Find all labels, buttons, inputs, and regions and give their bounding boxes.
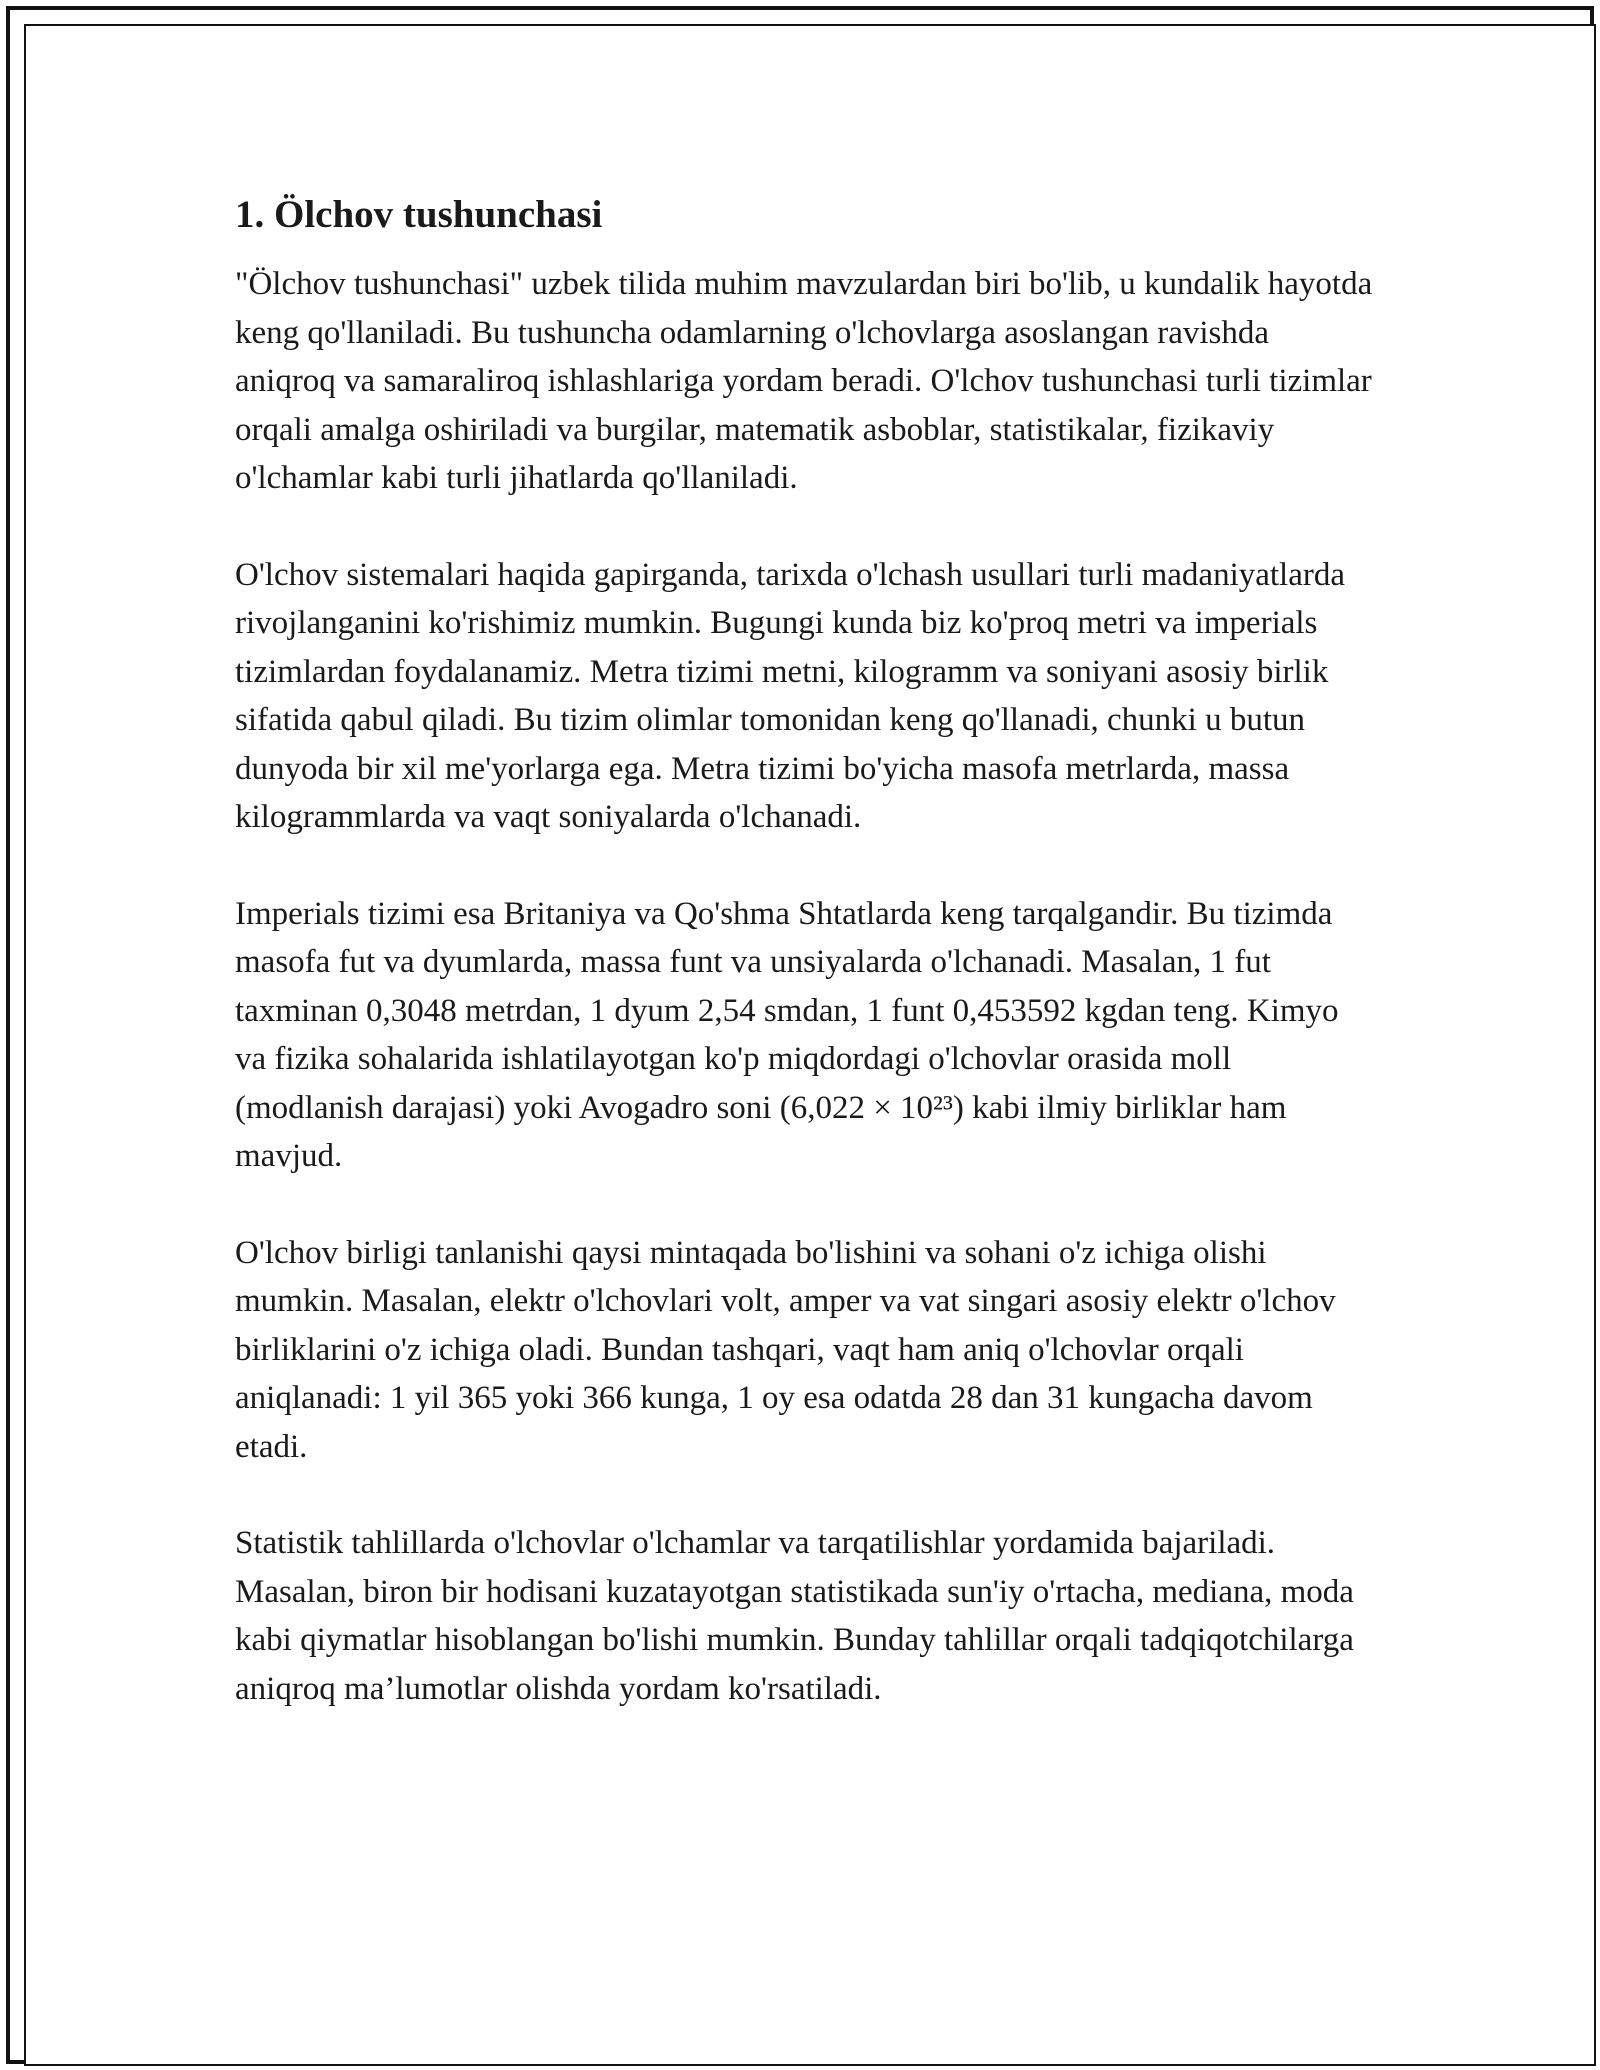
paragraph-statistics: Statistik tahlillarda o'lchovlar o'lchamlar va tarqatilishlar yordamida bajariladi. Masalan, biron bir hodisani kuzatayotgan statistikada sun'iy o'rtacha, mediana, moda kabi qiymatlar hisoblangan bo'lishi mumkin. Bunday tahlillar orqali tadqiqotchilarga aniqroq ma’lumotlar olishda yordam ko'rsatiladi. (235, 1525, 1354, 1707)
paragraph-measurement-systems: O'lchov sistemalari haqida gapirganda, tarixda o'lchash usullari turli madaniyatlarda rivojlanganini ko'rishimiz mumkin. Bugungi kunda biz ko'proq metri va imperials tizimlardan foydalanamiz. Metra tizimi metni, kilogramm va soniyani asosiy birlik sifatida qabul qiladi. Bu tizim olimlar tomonidan keng qo'llanadi, chunki u butun dunyoda bir xil me'yorlarga ega. Metra tizimi bo'yicha masofa metrlarda, massa kilogrammlarda va vaqt soniyalarda o'lchanadi. (235, 556, 1346, 835)
paragraph-unit-selection: O'lchov birligi tanlanishi qaysi mintaqada bo'lishini va sohani o'z ichiga olishi mumkin. Masalan, elektr o'lchovlari volt, amper va vat singari asosiy elektr o'lchov birliklarini o'z ichiga oladi. Bundan tashqari, vaqt ham aniq o'lchovlar orqali aniqlanadi: 1 yil 365 yoki 366 kunga, 1 oy esa odatda 28 dan 31 kungacha davom etadi. (235, 1234, 1336, 1465)
document-body (235, 190, 1375, 1713)
section-heading: 1. Ölchov tushunchasi (235, 193, 603, 236)
paragraph-imperial-system: Imperials tizimi esa Britaniya va Qo'shma Shtatlarda keng tarqalgandir. Bu tizimda masofa fut va dyumlarda, massa funt va unsiyalarda o'lchanadi. Masalan, 1 fut taxminan 0,3048 metrdan, 1 dyum 2,54 smdan, 1 funt 0,453592 kgdan teng. Kimyo va fizika sohalarida ishlatilayotgan ko'p miqdordagi o'lchovlar orasida moll (modlanish darajasi) yoki Avogadro soni (6,022 × 10²³) kabi ilmiy birliklar ham mavjud. (235, 895, 1339, 1174)
paragraph-intro: "Ölchov tushunchasi" uzbek tilida muhim mavzulardan biri bo'lib, u kundalik hayotda keng qo'llaniladi. Bu tushuncha odamlarning o'lchovlarga asoslangan ravishda aniqroq va samaraliroq ishlashlariga yordam beradi. O'lchov tushunchasi turli tizimlar orqali amalga oshiriladi va burgilar, matematik asboblar, statistikalar, fizikaviy o'lchamlar kabi turli jihatlarda qo'llaniladi. (235, 266, 1373, 496)
